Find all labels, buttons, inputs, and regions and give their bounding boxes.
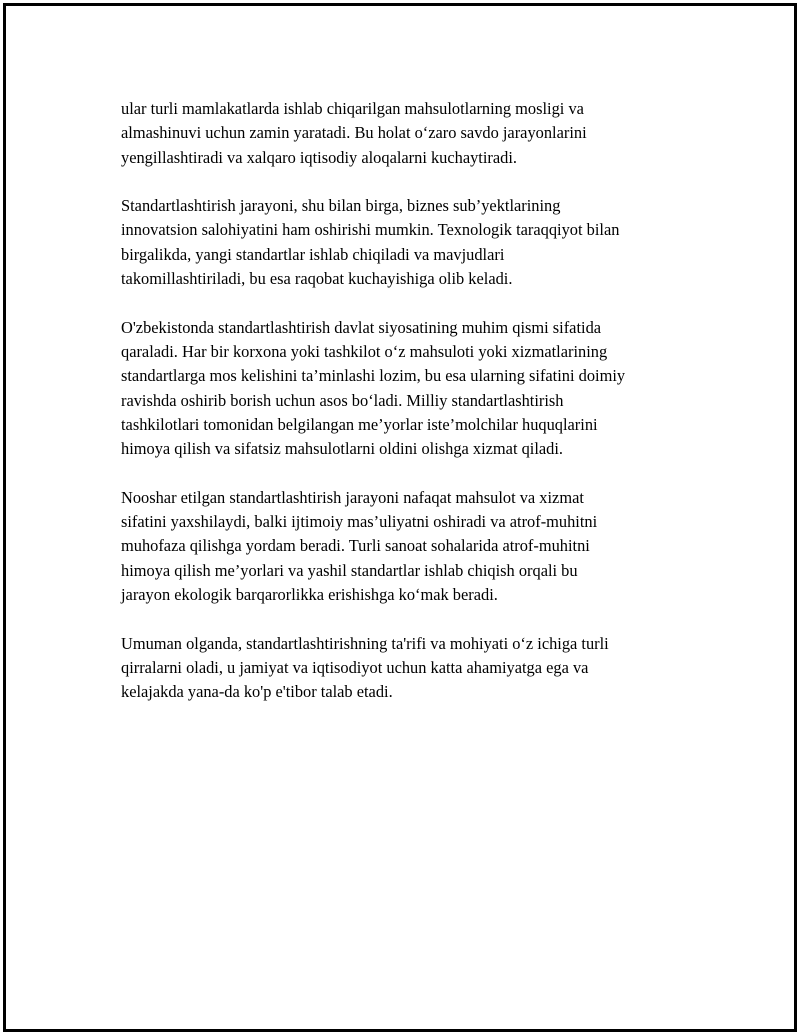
- text-line: O'zbekistonda standartlashtirish davlat siyosatining muhim qismi sifatida: [121, 317, 602, 337]
- paragraph-4: [121, 486, 701, 607]
- text-line: almashinuvi uchun zamin yaratadi. Bu holat o‘zaro savdo jarayonlarini: [121, 123, 587, 143]
- text-line: yengillashtiradi va xalqaro iqtisodiy aloqalarni kuchaytiradi.: [121, 147, 517, 167]
- text-line: Nooshar etilgan standartlashtirish jarayoni nafaqat mahsulot va xizmat: [121, 487, 584, 507]
- paragraph-3: [121, 316, 701, 462]
- paragraph-2: [121, 194, 701, 291]
- text-line: tashkilotlari tomonidan belgilangan me’yorlar iste’molchilar huquqlarini: [121, 414, 598, 434]
- text-line: sifatini yaxshilaydi, balki ijtimoiy mas’uliyatni oshiradi va atrof-muhitni: [121, 512, 598, 532]
- text-line: himoya qilish va sifatsiz mahsulotlarni oldini olishga xizmat qiladi.: [121, 439, 564, 459]
- text-line: ular turli mamlakatlarda ishlab chiqarilgan mahsulotlarning mosligi va: [121, 99, 584, 118]
- text-line: standartlarga mos kelishini ta’minlashi lozim, bu esa ularning sifatini doimiy: [121, 366, 626, 386]
- text-line: qirralarni oladi, u jamiyat va iqtisodiyot uchun katta ahamiyatga ega va: [121, 657, 589, 677]
- document-body: [121, 97, 701, 729]
- text-line: birgalikda, yangi standartlar ishlab chiqiladi va mavjudlari: [121, 244, 505, 264]
- text-line: ravishda oshirib borish uchun asos bo‘ladi. Milliy standartlashtirish: [121, 390, 564, 410]
- paragraph-1: [121, 97, 701, 170]
- text-line: Umuman olganda, standartlashtirishning ta'rifi va mohiyati o‘z ichiga turli: [121, 633, 609, 653]
- text-line: qaraladi. Har bir korxona yoki tashkilot o‘z mahsuloti yoki xizmatlarining: [121, 341, 608, 361]
- text-line: kelajakda yana-da ko'p e'tibor talab etadi.: [121, 682, 393, 702]
- text-line: Standartlashtirish jarayoni, shu bilan birga, biznes sub’yektlarining: [121, 196, 561, 216]
- page-frame: [3, 3, 797, 1032]
- text-line: takomillashtiriladi, bu esa raqobat kuchayishiga olib keladi.: [121, 269, 513, 289]
- paragraph-5: [121, 632, 701, 705]
- text-line: innovatsion salohiyatini ham oshirishi mumkin. Texnologik taraqqiyot bilan: [121, 220, 620, 240]
- text-line: jarayon ekologik barqarorlikka erishishga ko‘mak beradi.: [121, 584, 498, 604]
- text-line: muhofaza qilishga yordam beradi. Turli sanoat sohalarida atrof-muhitni: [121, 536, 590, 556]
- text-line: himoya qilish me’yorlari va yashil standartlar ishlab chiqish orqali bu: [121, 560, 578, 580]
